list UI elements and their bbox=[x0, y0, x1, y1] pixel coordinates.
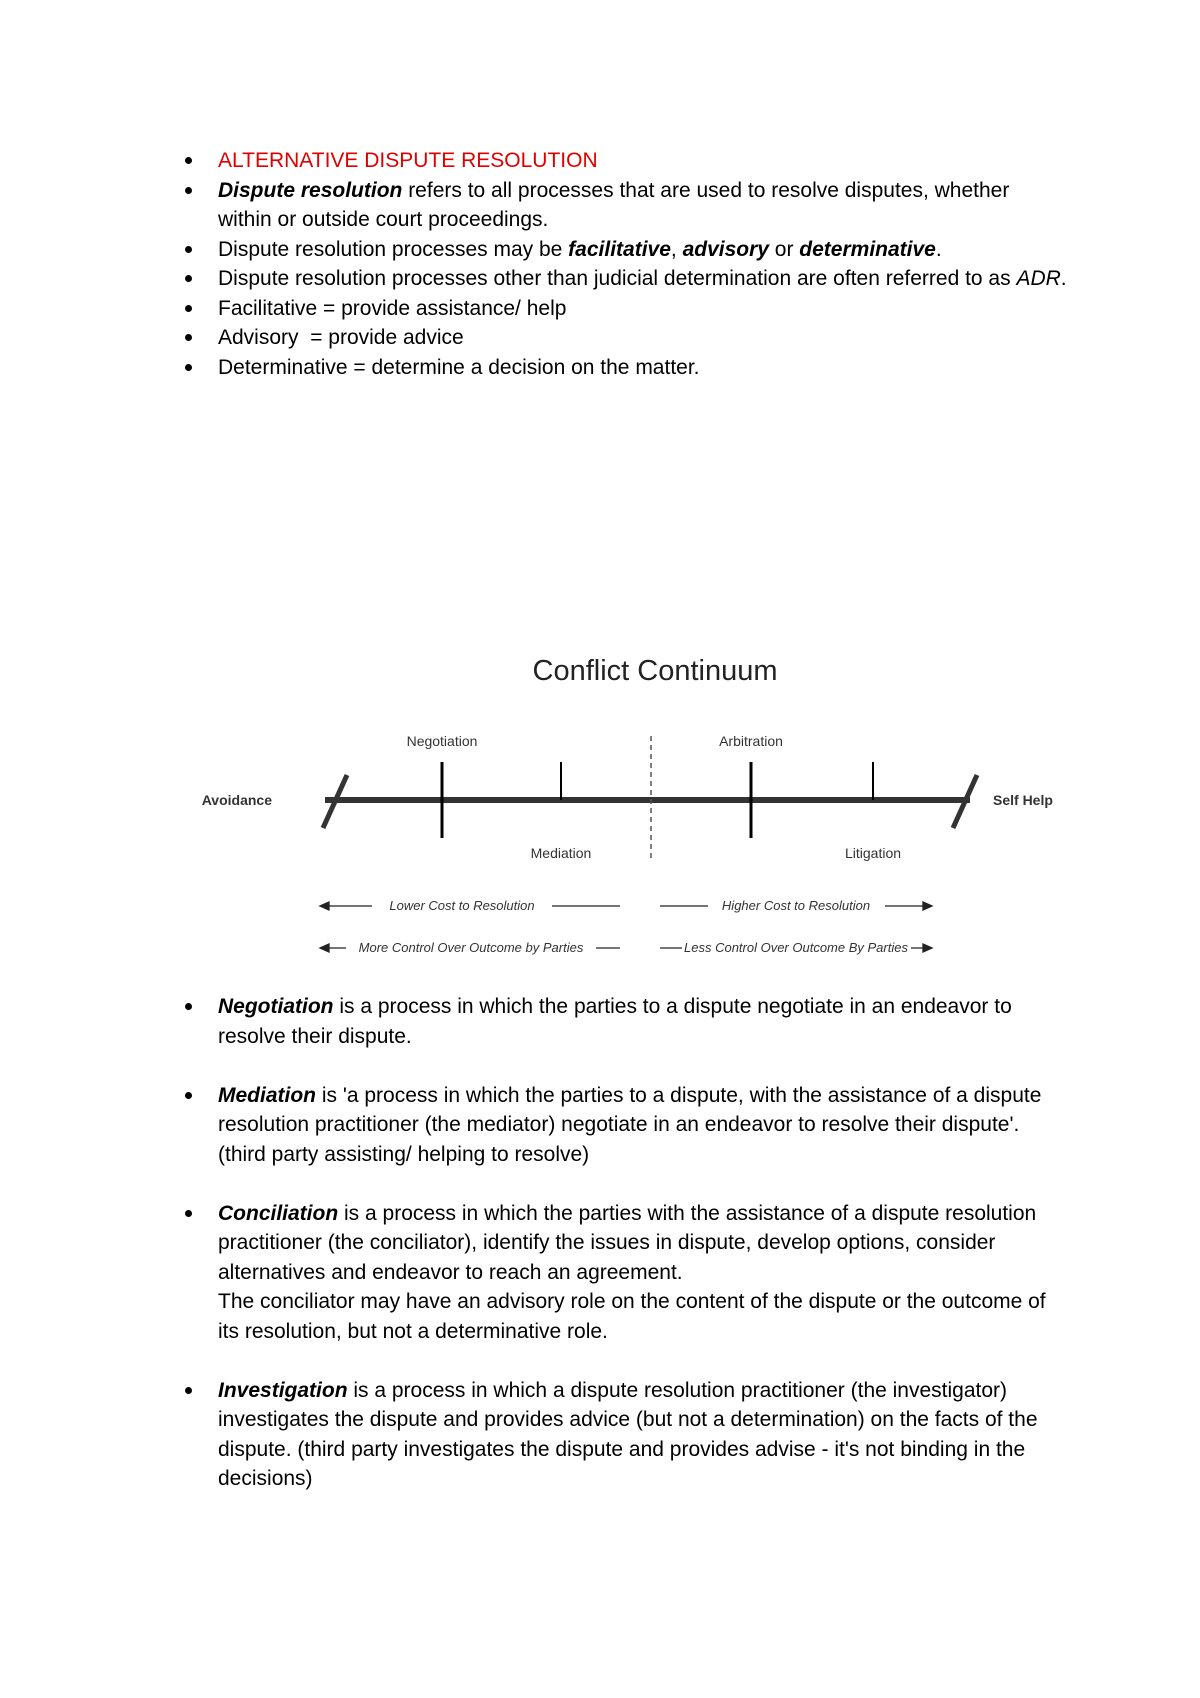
intro-bullet-list bbox=[218, 146, 1068, 382]
arrowhead bbox=[923, 902, 932, 910]
definition-text: is 'a process in which the parties to a dispute, with the assistance of a dispute resolution practitioner (the mediator) negotiate in an endeavor to resolve their dispute'. (third party assisting/ helping to resolve) bbox=[218, 1083, 1042, 1166]
item-text: refers to all processes that are used to resolve disputes, whether within or outside court proceedings. bbox=[218, 178, 1010, 231]
item-text: , bbox=[670, 237, 683, 261]
definition-text: is a process in which the parties to a dispute negotiate in an endeavor to resolve their dispute. bbox=[218, 995, 1012, 1048]
negotiation-label: Negotiation bbox=[406, 733, 478, 749]
definition-text: is a process in which a dispute resolution practitioner (the investigator) investigates the dispute and provides advice (but not a determination) on the facts of the dispute. (third party investigates the dispute and provides advise - it's not binding in the decisions) bbox=[218, 1378, 1038, 1490]
arbitration-label: Arbitration bbox=[719, 733, 783, 749]
list-item bbox=[218, 235, 1068, 265]
list-item bbox=[218, 146, 1068, 176]
definition-text: is a process in which the parties with the assistance of a dispute resolution practitioner (the conciliator), identify the issues in dispute, develop options, consider alternatives and endeavor to reach an agreement. bbox=[218, 1201, 1037, 1284]
term: Mediation bbox=[218, 1083, 316, 1107]
diagram-title: Conflict Continuum bbox=[532, 655, 778, 687]
right-end-label: Self Help bbox=[993, 792, 1053, 808]
term: advisory bbox=[682, 237, 769, 261]
list-item bbox=[218, 1081, 1068, 1170]
higher-cost-label: Higher Cost to Resolution bbox=[721, 898, 871, 913]
item-text: or bbox=[768, 237, 800, 261]
list-item bbox=[218, 353, 1068, 383]
list-item bbox=[218, 1376, 1068, 1494]
section-heading: ALTERNATIVE DISPUTE RESOLUTION bbox=[218, 149, 598, 172]
left-end-label: Avoidance bbox=[201, 792, 272, 808]
list-item bbox=[218, 264, 1068, 294]
list-item bbox=[218, 992, 1068, 1051]
item-text: Facilitative = provide assistance/ help bbox=[218, 296, 567, 320]
term: facilitative bbox=[568, 237, 671, 261]
arrowhead bbox=[320, 944, 329, 952]
list-item bbox=[218, 176, 1068, 235]
lower-cost-label: Lower Cost to Resolution bbox=[389, 898, 535, 913]
item-text: Determinative = determine a decision on the matter. bbox=[218, 355, 700, 379]
more-control-label: More Control Over Outcome by Parties bbox=[358, 940, 584, 955]
definition-text: The conciliator may have an advisory role on the content of the dispute or the outcome of its resolution, but not a determinative role. bbox=[218, 1290, 1046, 1343]
litigation-label: Litigation bbox=[844, 845, 902, 861]
term: Dispute resolution bbox=[218, 178, 403, 202]
term: Investigation bbox=[218, 1378, 348, 1402]
item-text: . bbox=[1060, 267, 1067, 290]
definitions-list bbox=[218, 992, 1068, 1494]
less-control-label: Less Control Over Outcome By Parties bbox=[684, 940, 908, 955]
mediation-label: Mediation bbox=[530, 845, 592, 861]
list-item bbox=[218, 323, 1068, 353]
item-text: Advisory = provide advice bbox=[218, 326, 464, 349]
abbreviation: ADR bbox=[1016, 267, 1061, 290]
arrowhead bbox=[923, 944, 932, 952]
list-item bbox=[218, 294, 1068, 324]
conflict-continuum-diagram bbox=[201, 640, 1070, 970]
item-text: Dispute resolution processes other than judicial determination are often referred to as bbox=[218, 267, 1017, 290]
item-text: . bbox=[935, 237, 942, 261]
arrowhead bbox=[320, 902, 329, 910]
list-item bbox=[218, 1199, 1068, 1347]
term: Conciliation bbox=[218, 1201, 339, 1225]
term: determinative bbox=[799, 237, 936, 261]
term: Negotiation bbox=[218, 995, 334, 1018]
item-text: Dispute resolution processes may be bbox=[218, 237, 569, 261]
